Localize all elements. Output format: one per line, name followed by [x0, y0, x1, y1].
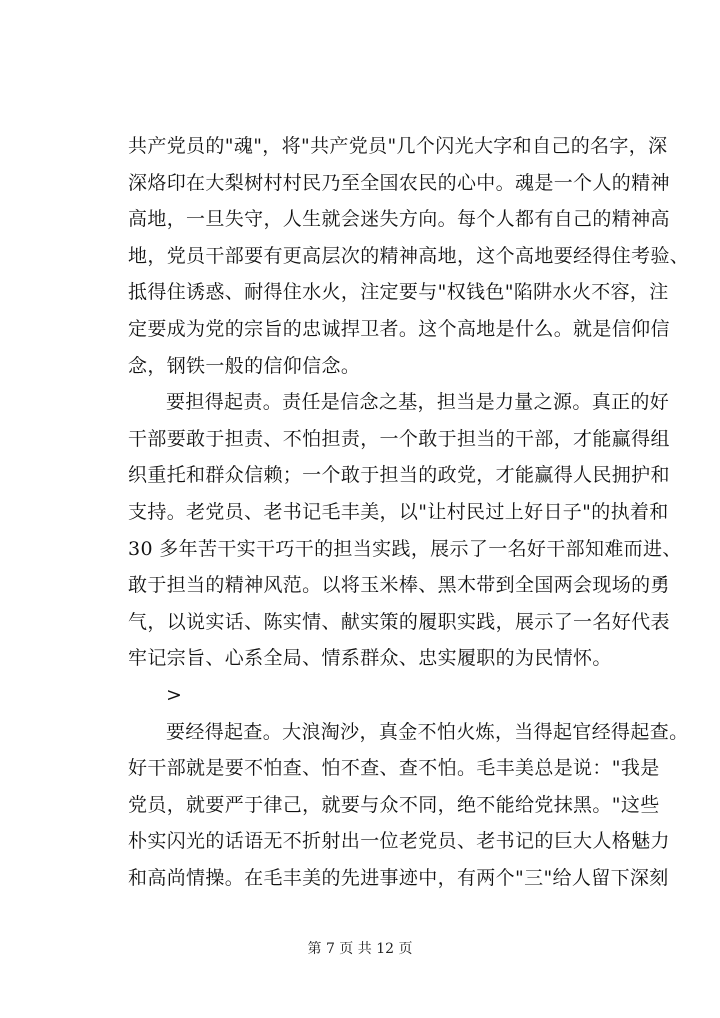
marker-symbol: >	[166, 683, 182, 706]
page-number-footer: 第 7 页 共 12 页	[307, 941, 413, 957]
text-line: 支持。老党员、老书记毛丰美，以"让村民过上好日子"的执着和	[128, 500, 669, 523]
text-line: 定要成为党的宗旨的忠诚捍卫者。这个高地是什么。就是信仰信	[128, 317, 670, 340]
text-line: 干部要敢于担责、不怕担责，一个敢于担当的干部，才能赢得组	[128, 427, 670, 450]
text-line: 共产党员的"魂"，将"共产党员"几个闪光大字和自己的名字，深	[128, 135, 668, 157]
text-line: 念，钢铁一般的信仰信念。	[128, 354, 361, 377]
text-line: 朴实闪光的话语无不折射出一位老党员、老书记的巨大人格魅力	[128, 830, 670, 853]
text-line: 地，党员干部要有更高层次的精神高地，这个高地要经得住考验、	[128, 244, 690, 267]
body-text	[128, 128, 690, 896]
paragraph-3	[128, 714, 689, 897]
text-line: 要担得起责。责任是信念之基，担当是力量之源。真正的好	[166, 391, 670, 414]
text-line: 高地，一旦失守，人生就会迷失方向。每个人都有自己的精神高	[128, 208, 670, 231]
text-line: 和高尚情操。在毛丰美的先进事迹中，有两个"三"给人留下深刻	[128, 866, 669, 889]
text-line: 织重托和群众信赖；一个敢于担当的政党，才能赢得人民拥护和	[128, 464, 670, 487]
text-line: 敢于担当的精神风范。以将玉米棒、黑木带到全国两会现场的勇	[128, 574, 670, 597]
text-line: 牢记宗旨、心系全局、情系群众、忠实履职的为民情怀。	[128, 647, 612, 670]
text-line: 要经得起查。大浪淘沙，真金不怕火炼，当得起官经得起查。	[166, 720, 689, 743]
text-line: 抵得住诱惑、耐得住水火，注定要与"权钱色"陷阱水火不容，注	[128, 281, 669, 304]
text-line: 党员，就要严于律己，就要与众不同，绝不能给党抹黑。"这些	[128, 793, 660, 816]
paragraph-2	[128, 384, 682, 677]
text-line: 好干部就是要不怕查、怕不查、查不怕。毛丰美总是说："我是	[128, 757, 660, 780]
text-line: 气，以说实话、陈实情、献实策的履职实践，展示了一名好代表	[128, 610, 670, 633]
text-line: 30 多年苦干实干巧干的担当实践，展示了一名好干部知难而进、	[128, 537, 682, 560]
text-line: 深烙印在大梨树村村民乃至全国农民的心中。魂是一个人的精神	[128, 171, 670, 194]
paragraph-1	[128, 128, 690, 384]
